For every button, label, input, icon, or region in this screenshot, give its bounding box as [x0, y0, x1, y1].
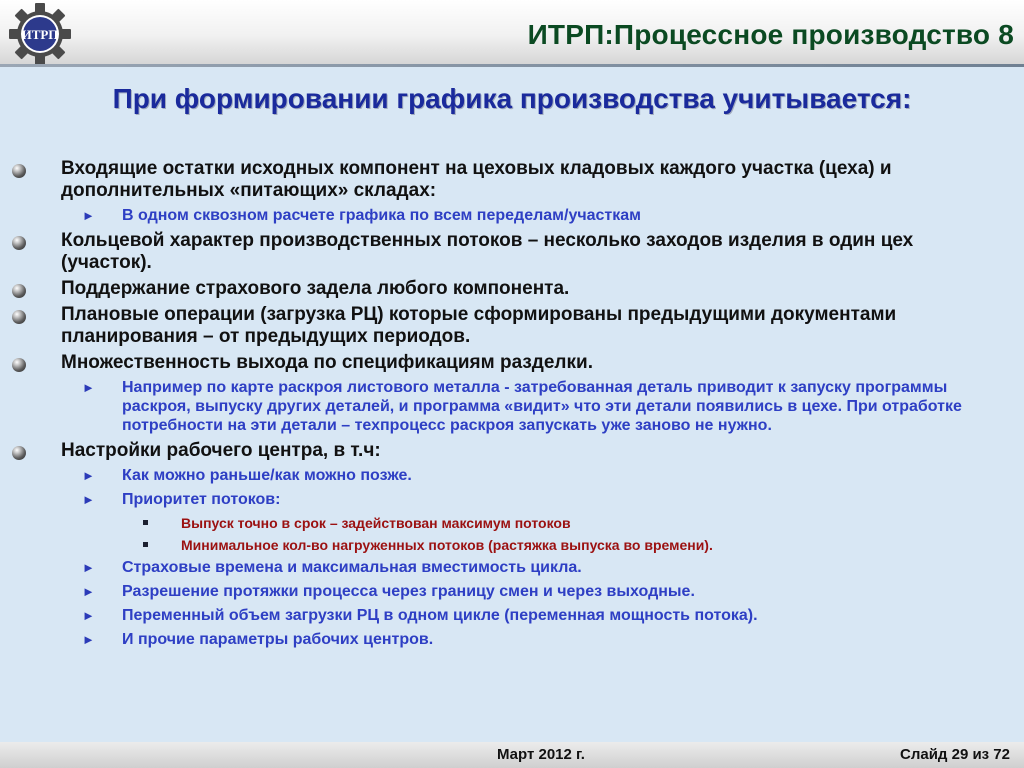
- sub-bullet-item: [0, 558, 967, 577]
- bullet-text: Множественность выхода по спецификациям разделки.: [61, 352, 593, 373]
- header-divider: [0, 64, 1024, 67]
- bullet-item: [0, 158, 991, 202]
- bullet-item: [0, 352, 991, 374]
- bullet-text: Настройки рабочего центра, в т.ч:: [61, 440, 381, 461]
- sub-sub-bullet-item: [0, 514, 981, 532]
- sub-bullet-item: [0, 630, 967, 649]
- arrow-bullet-icon: ►: [82, 608, 95, 623]
- arrow-bullet-icon: ►: [82, 208, 95, 223]
- bullet-text: Поддержание страхового задела любого компонента.: [61, 278, 570, 299]
- bullet-text: Кольцевой характер производственных потоков – несколько заходов изделия в один цех (участок).: [61, 230, 914, 273]
- bullet-item: [0, 304, 991, 348]
- bullet-ball-icon: [12, 358, 26, 372]
- footer-date: Март 2012 г.: [497, 746, 585, 763]
- bullet-item: [0, 278, 991, 300]
- sub-bullet-text: И прочие параметры рабочих центров.: [122, 631, 434, 648]
- square-bullet-icon: [143, 520, 148, 525]
- slide-heading: При формировании графика производства учитывается:: [112, 83, 912, 114]
- itrp-gear-logo: [8, 2, 72, 66]
- sub-sub-bullet-text: Минимальное кол-во нагруженных потоков (растяжка выпуска во времени).: [181, 537, 713, 553]
- header-bar: [0, 0, 1024, 64]
- square-bullet-icon: [143, 542, 148, 547]
- sub-bullet-text: Как можно раньше/как можно позже.: [122, 467, 412, 484]
- arrow-bullet-icon: ►: [82, 632, 95, 647]
- sub-bullet-text: Приоритет потоков:: [122, 491, 281, 508]
- arrow-bullet-icon: ►: [82, 560, 95, 575]
- sub-bullet-text: Страховые времена и максимальная вместимость цикла.: [122, 559, 582, 576]
- bullet-ball-icon: [12, 310, 26, 324]
- sub-sub-bullet-item: [0, 536, 981, 554]
- sub-bullet-text: Разрешение протяжки процесса через границу смен и через выходные.: [122, 583, 695, 600]
- bullet-ball-icon: [12, 164, 26, 178]
- bullet-ball-icon: [12, 236, 26, 250]
- sub-bullet-text: Переменный объем загрузки РЦ в одном цикле (переменная мощность потока).: [122, 607, 758, 624]
- bullet-ball-icon: [12, 284, 26, 298]
- bullet-item: [0, 440, 991, 462]
- slide-title: ИТРП:Процессное производство 8: [527, 19, 1014, 50]
- sub-bullet-item: [0, 378, 967, 435]
- bullet-list: [0, 158, 1024, 654]
- sub-bullet-item: [0, 206, 967, 225]
- bullet-item: [0, 230, 991, 274]
- gear-icon: [8, 2, 72, 66]
- arrow-bullet-icon: ►: [82, 584, 95, 599]
- arrow-bullet-icon: ►: [82, 492, 95, 507]
- bullet-ball-icon: [12, 446, 26, 460]
- sub-bullet-item: [0, 466, 967, 485]
- sub-bullet-text: Например по карте раскроя листового металла - затребованная деталь приводит к запуску программы раскроя, выпуску других деталей, и программа «видит» что эти детали появились в цехе. При отработке потребности на эти детали – техпроцесс раскроя запускать уже заново не нужно.: [122, 379, 962, 434]
- sub-bullet-item: [0, 606, 967, 625]
- bullet-text: Входящие остатки исходных компонент на цеховых кладовых каждого участка (цеха) и дополнительных «питающих» складах:: [61, 158, 892, 201]
- arrow-bullet-icon: ►: [82, 380, 95, 395]
- sub-bullet-item: [0, 490, 967, 509]
- slide-number: Слайд 29 из 72: [900, 746, 1010, 763]
- bullet-text: Плановые операции (загрузка РЦ) которые сформированы предыдущими документами планирования – от предыдущих периодов.: [61, 304, 897, 347]
- sub-bullet-text: В одном сквозном расчете графика по всем переделам/участкам: [122, 207, 641, 224]
- sub-bullet-item: [0, 582, 967, 601]
- footer-bar: [0, 742, 1024, 768]
- arrow-bullet-icon: ►: [82, 468, 95, 483]
- sub-sub-bullet-text: Выпуск точно в срок – задействован максимум потоков: [181, 515, 571, 531]
- logo-text: ИТРП: [21, 27, 59, 42]
